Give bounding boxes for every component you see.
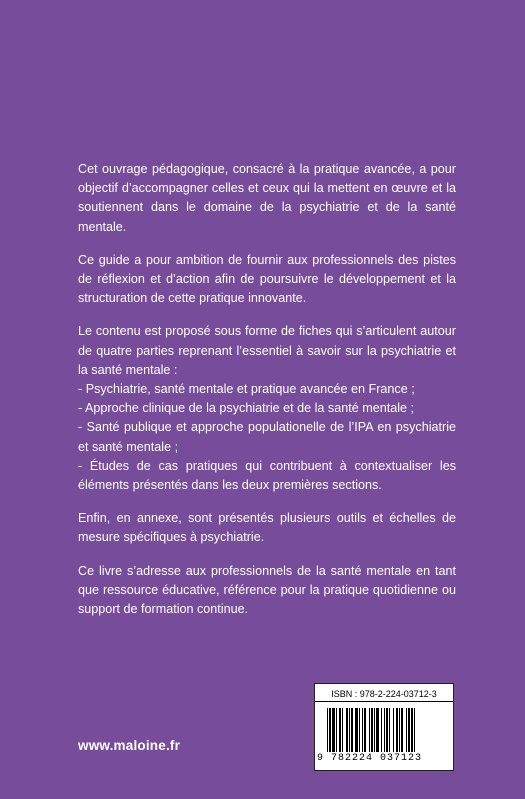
paragraph-intro: Cet ouvrage pédagogique, consacré à la pratique avancée, a pour objectif d’accompagner celles et ceux qui la mettent en œuvre et la soutiennent dans le domaine de la psychiatrie et de la santé mentale. [78, 162, 456, 234]
barcode-bar [374, 708, 375, 752]
barcode-bar [349, 708, 350, 752]
parts-list [78, 380, 456, 495]
barcode-bar [351, 708, 353, 752]
list-item: - Santé publique et approche populationelle de l’IPA en psychiatrie et santé mentale ; [78, 420, 456, 454]
barcode-bar [411, 708, 413, 752]
barcode-bar [339, 708, 341, 752]
paragraph-audience: Ce livre s’adresse aux professionnels de la santé mentale en tant que ressource éducative, référence pour la pratique quotidienne ou support de formation continue. [78, 563, 456, 617]
barcode-bar [389, 708, 390, 752]
barcode-bar [376, 708, 379, 752]
barcode-bar [346, 708, 348, 752]
barcode-bar [359, 708, 360, 752]
list-item: - Approche clinique de la psychiatrie et de la santé mentale ; [78, 401, 415, 416]
barcode-number: 9 782224 037123 [317, 753, 423, 764]
barcode-bar [384, 708, 385, 752]
barcode-bar [329, 708, 331, 752]
barcode-bar [406, 708, 407, 752]
barcode-bar [332, 708, 335, 752]
barcode-bar [342, 708, 343, 752]
barcode-bar [386, 708, 388, 752]
paragraph-annex: Enfin, en annexe, sont présentés plusieurs outils et échelles de mesure spécifiques à psychiatrie. [78, 511, 456, 545]
isbn-label: ISBN : 978-2-224-03712-3 [315, 687, 453, 702]
barcode-bar [393, 708, 394, 752]
barcode-bar [327, 708, 328, 752]
back-cover-text [78, 160, 456, 633]
barcode-bar [401, 708, 403, 752]
list-item: - Psychiatrie, santé mentale et pratique avancée en France ; [78, 382, 415, 397]
barcode-bar [399, 708, 400, 752]
barcode-bar [414, 708, 415, 752]
barcode-bar [364, 708, 366, 752]
barcode-bars [327, 708, 445, 752]
barcode-bar [336, 708, 337, 752]
barcode-bar [381, 708, 382, 752]
barcode-bar [369, 708, 370, 752]
barcode-bar [362, 708, 363, 752]
paragraph-ambition: Ce guide a pour ambition de fournir aux professionnels des pistes de réflexion et d’action afin de poursuivre le développement et la structuration de cette pratique innovante. [78, 252, 456, 306]
paragraph-content: Le contenu est proposé sous forme de fiches qui s’articulent autour de quatre parties reprenant l’essentiel à savoir sur la psychiatrie et la santé mentale : [78, 324, 456, 377]
barcode-bar [408, 708, 410, 752]
publisher-website: www.maloine.fr [78, 738, 181, 753]
barcode-bar [355, 708, 358, 752]
barcode-bar [371, 708, 373, 752]
list-item: - Études de cas pratiques qui contribuent à contextualiser les éléments présentés dans les deux premières sections. [78, 458, 456, 493]
barcode-bar [396, 708, 398, 752]
barcode-box [314, 683, 454, 771]
